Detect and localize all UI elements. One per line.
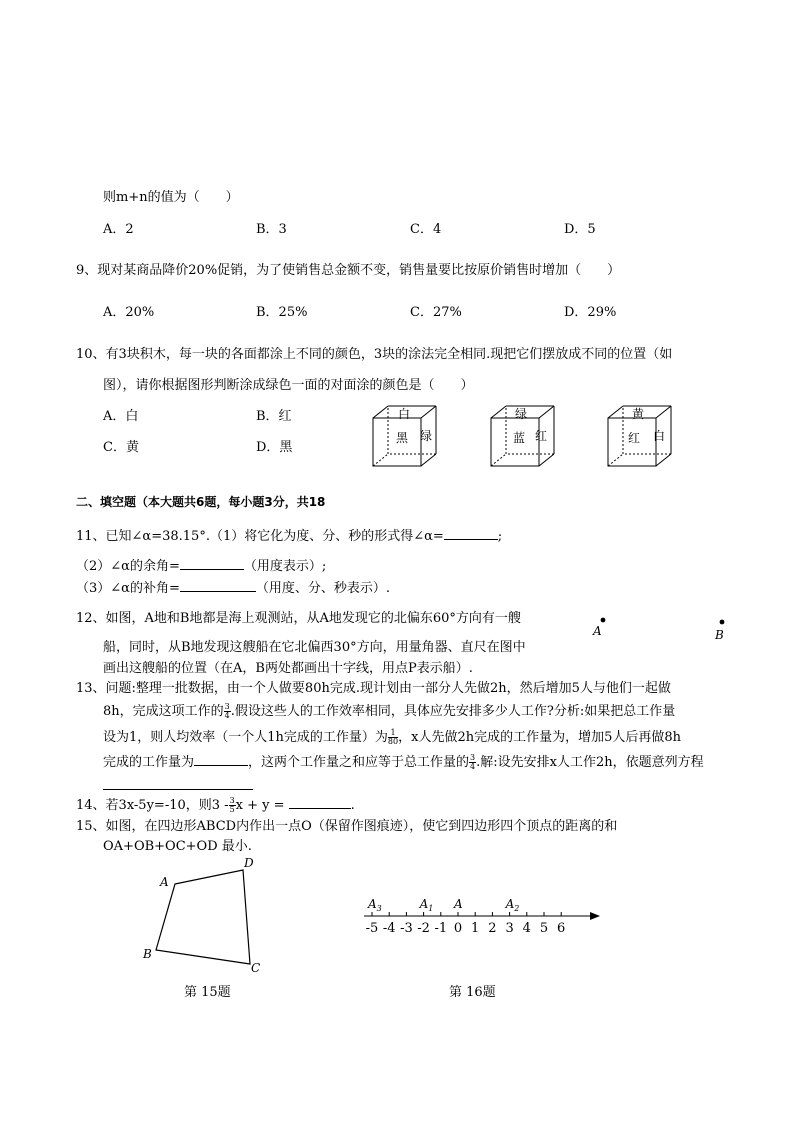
q13-fraction-2 bbox=[388, 729, 398, 746]
q15-line2: OA+OB+OC+OD 最小. bbox=[103, 839, 252, 854]
q11-blank-2[interactable] bbox=[180, 557, 244, 570]
point-a-dot bbox=[601, 618, 606, 623]
q10-option-a: A．白 bbox=[103, 409, 139, 424]
vertex-b-label: B bbox=[143, 947, 152, 961]
q13-line2-b: .假设这些人的工作效率相同，具体应先安排多少人工作?分析:如果把总工作量 bbox=[230, 704, 676, 719]
q14-frac-den: 5 bbox=[229, 805, 235, 814]
number-line-tick-label: -3 bbox=[400, 921, 413, 936]
q8-option-d: D．5 bbox=[564, 222, 596, 237]
number-line-point-label: $A_3$ bbox=[368, 897, 382, 913]
number-line-tick-label: -1 bbox=[434, 921, 448, 936]
number-line-tick-label: 2 bbox=[488, 921, 497, 936]
point-a-label: A bbox=[593, 624, 602, 638]
q15-line1: 15、如图，在四边形ABCD内作出一点O（保留作图痕迹），使它到四边形四个顶点的距离的和 bbox=[76, 819, 618, 834]
q13-blank-2[interactable] bbox=[103, 789, 253, 790]
point-b-label: B bbox=[715, 628, 724, 642]
number-line-tick-label: -4 bbox=[382, 921, 396, 936]
cube3-side-label: 白 bbox=[653, 429, 666, 443]
q10-cube-figure-3 bbox=[603, 402, 675, 472]
q13-line4-a: 完成的工作量为 bbox=[103, 755, 195, 770]
q8-option-a: A．2 bbox=[103, 222, 134, 237]
cube2-top-label: 绿 bbox=[515, 407, 528, 421]
q13-line4-c: .解:设先安排x人工作2h，依题意列方程 bbox=[476, 755, 704, 770]
number-line-tick-label: 4 bbox=[522, 921, 531, 936]
q12-line2: 船，同时，从B地发现这艘船在它北偏西30°方向，用量角器、直尺在图中 bbox=[103, 640, 526, 655]
cube1-top-label: 白 bbox=[398, 407, 411, 421]
q13-frac2-den: 80 bbox=[387, 737, 399, 746]
number-line-tick-label: 1 bbox=[471, 921, 480, 936]
q12-points-figure bbox=[588, 612, 738, 646]
q13-line1: 13、问题:整理一批数据，由一个人做要80h完成.现计划由一部分人先做2h，然后增加5人与他们一起做 bbox=[76, 681, 671, 696]
q11-line2 bbox=[76, 557, 326, 575]
q9-option-c: C．27% bbox=[410, 305, 462, 320]
q13-line2 bbox=[103, 703, 675, 720]
q13-line4-b: ，这两个工作量之和应等于总工作量的 bbox=[248, 755, 470, 770]
q13-line3-a: 设为1，则人均效率（一个人1h完成的工作量）为 bbox=[103, 730, 388, 745]
q11-line1-text: 11、已知∠α=38.15°.（1）将它化为度、分、秒的形式得∠α= bbox=[76, 529, 444, 544]
q15-quadrilateral-figure bbox=[138, 852, 270, 978]
q13-line4 bbox=[103, 753, 704, 771]
q13-frac3-num: 3 bbox=[470, 753, 476, 762]
q8-stem: 则m+n的值为（ ） bbox=[103, 190, 239, 205]
q11-blank-1[interactable] bbox=[444, 527, 498, 540]
q13-frac1-den: 4 bbox=[224, 711, 230, 720]
q13-frac1-num: 3 bbox=[224, 702, 230, 711]
q14-fraction bbox=[229, 797, 236, 814]
q8-option-b: B．3 bbox=[256, 222, 287, 237]
q11-line2-text: （2）∠α的余角= bbox=[76, 559, 180, 574]
q9-option-a: A．20% bbox=[103, 305, 155, 320]
q11-line1-end: ; bbox=[497, 529, 503, 544]
number-line-tick-label: 6 bbox=[557, 921, 566, 936]
number-line-tick-label: 0 bbox=[453, 921, 463, 936]
q9-stem: 9、现对某商品降价20%促销，为了使销售总金额不变，销售量要比按原价销售时增加（ ） bbox=[76, 263, 621, 278]
cube2-side-label: 红 bbox=[535, 429, 548, 443]
q10-option-c: C．黄 bbox=[103, 440, 139, 455]
q13-line2-a: 8h，完成这项工作的 bbox=[103, 704, 224, 719]
q14-line bbox=[76, 796, 355, 814]
q14-text-a: 14、若3x-5y=-10，则3 - bbox=[76, 798, 229, 813]
vertex-c-label: C bbox=[251, 961, 261, 975]
q11-line3-text: （3）∠α的补角= bbox=[76, 581, 180, 596]
q13-line3-b: ，x人先做2h完成的工作量为，增加5人后再做8h bbox=[398, 730, 681, 745]
q14-text-c: . bbox=[350, 798, 355, 813]
q10-cube-figure-1 bbox=[368, 402, 440, 472]
number-line-tick-label: 3 bbox=[505, 921, 514, 936]
q10-cube-figure-2 bbox=[486, 402, 558, 472]
quadrilateral-abcd bbox=[156, 870, 250, 964]
cube1-front-label: 黑 bbox=[396, 431, 409, 445]
number-line-arrow bbox=[590, 912, 600, 920]
q10-option-b: B．红 bbox=[256, 409, 292, 424]
q11-line3 bbox=[76, 579, 390, 597]
number-line-tick-label: 5 bbox=[539, 921, 549, 936]
q14-blank[interactable] bbox=[289, 796, 351, 809]
vertex-d-label: D bbox=[244, 856, 254, 870]
q11-blank-3[interactable] bbox=[180, 579, 256, 592]
q9-option-d: D．29% bbox=[564, 305, 617, 320]
section-heading: 二、填空题（本大题共6题，每小题3分，共18 bbox=[76, 495, 326, 509]
number-line-point-label: A bbox=[454, 897, 463, 911]
q8-option-c: C．4 bbox=[410, 222, 442, 237]
q11-line1 bbox=[76, 527, 502, 545]
number-line-point-label: $A_1$ bbox=[419, 897, 434, 913]
q12-line1: 12、如图，A地和B地都是海上观测站，从A地发现它的北偏东60°方向有一艘 bbox=[76, 611, 521, 626]
q13-line3 bbox=[103, 729, 681, 746]
number-line-tick-label: -5 bbox=[365, 921, 379, 936]
q13-frac2-num: 1 bbox=[388, 729, 398, 738]
q10-line1: 10、有3块积木，每一块的各面都涂上不同的颜色，3块的涂法完全相同.现把它们摆放成不同的位置（如 bbox=[76, 347, 673, 362]
q9-option-b: B．25% bbox=[256, 305, 308, 320]
point-b-dot bbox=[720, 620, 725, 625]
q15-caption: 第 15题 bbox=[184, 985, 231, 1000]
q12-line3: 画出这艘船的位置（在A，B两处都画出十字线，用点P表示船）. bbox=[103, 661, 473, 676]
cube3-front-label: 红 bbox=[628, 431, 641, 445]
q14-text-b: x + y = bbox=[235, 798, 285, 813]
q16-caption: 第 16题 bbox=[449, 985, 496, 1000]
q13-fraction-1 bbox=[224, 703, 231, 720]
q11-line2-end: （用度表示）; bbox=[243, 559, 327, 574]
vertex-a-label: A bbox=[160, 875, 169, 889]
q16-number-line bbox=[360, 894, 608, 944]
cube1-side-label: 绿 bbox=[420, 429, 433, 443]
cube2-front-label: 蓝 bbox=[513, 431, 526, 445]
q10-option-d: D．黑 bbox=[256, 440, 293, 455]
q11-line3-end: （用度、分、秒表示）. bbox=[255, 581, 390, 596]
number-line-point-label: $A_2$ bbox=[505, 897, 520, 913]
q13-blank-1[interactable] bbox=[194, 753, 248, 766]
q13-frac3-den: 4 bbox=[470, 762, 476, 771]
q14-frac-num: 3 bbox=[229, 796, 235, 805]
number-line-tick-label: -2 bbox=[417, 921, 430, 936]
cube3-top-label: 黄 bbox=[632, 407, 645, 421]
q10-line2: 图），请你根据图形判断涂成绿色一面的对面涂的颜色是（ ） bbox=[103, 378, 474, 393]
